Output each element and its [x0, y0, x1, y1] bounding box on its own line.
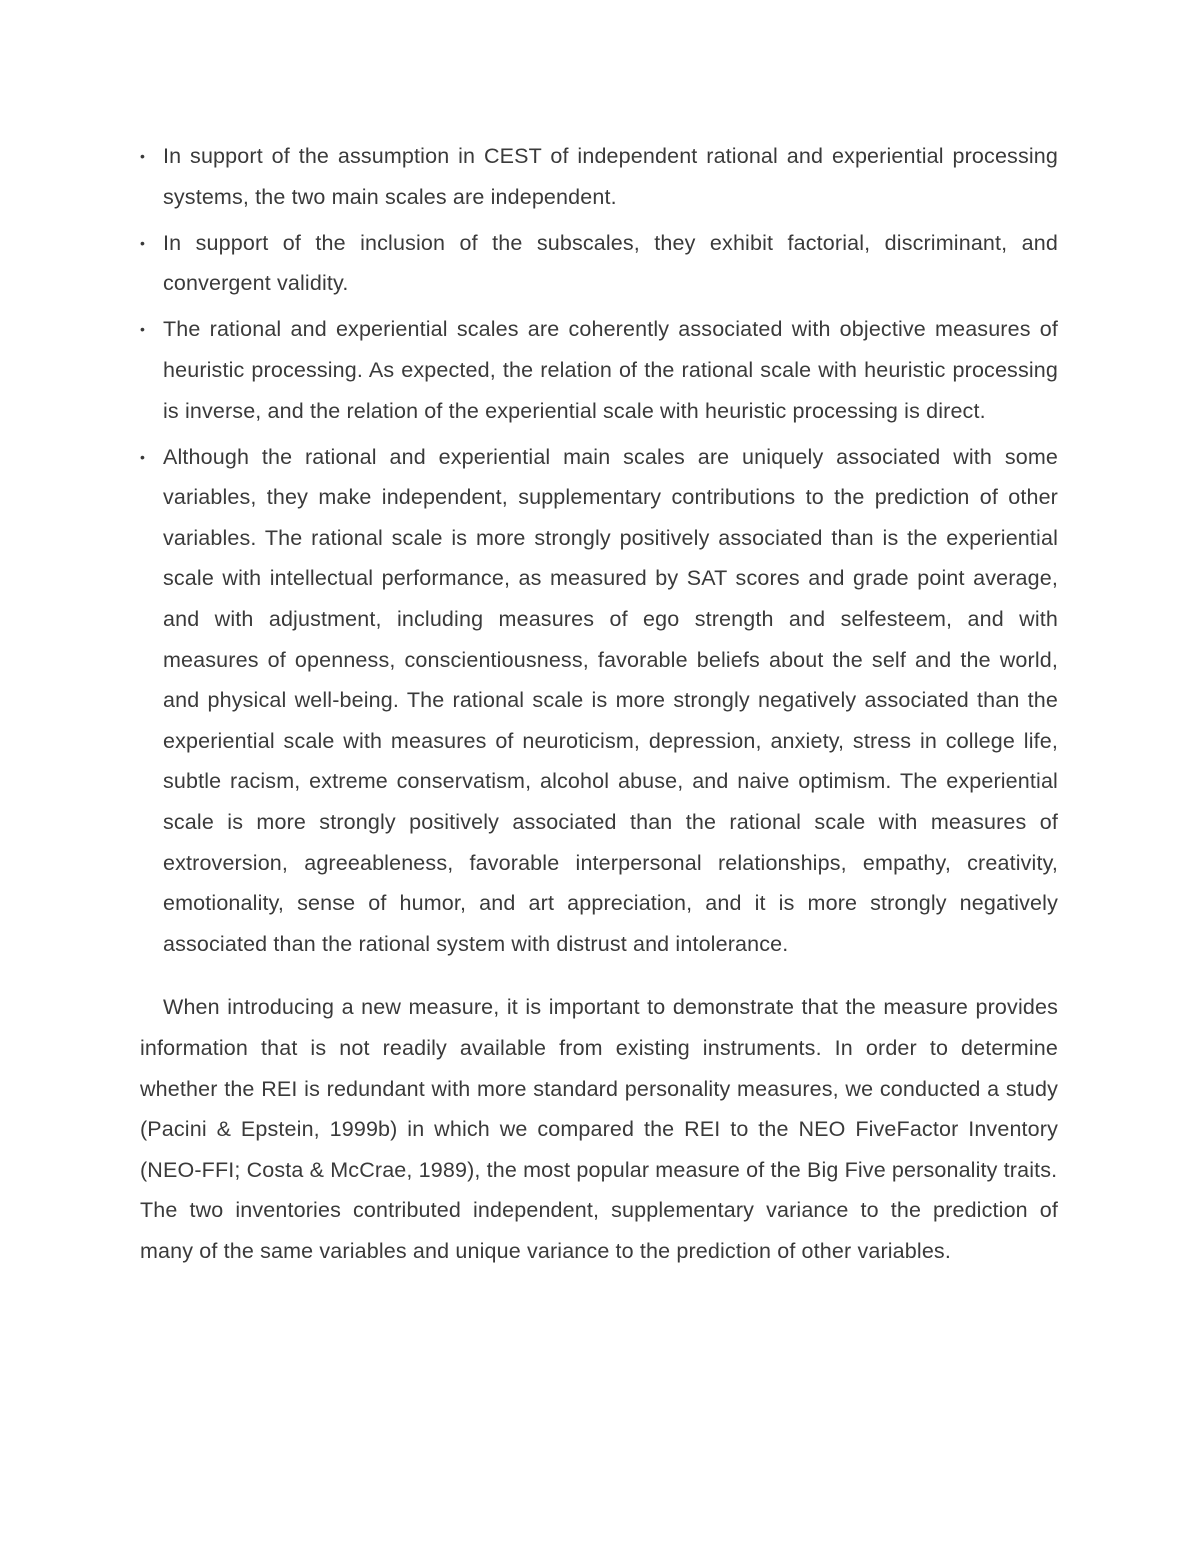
paragraph-1: When introducing a new measure, it is important to demonstrate that the measure provides information that is not readily available from existing instruments. In order to determine whether the REI is redundant with more standard personality measures, we conducted a study (Pacini & Epstein, 1999b) in which we compared the REI to the NEO FiveFactor Inventory (NEO-FFI; Costa & McCrae, 1989), the most popular measure of the Big Five personality traits.	[140, 995, 1058, 1182]
bullet-text-1: In support of the assumption in CEST of independent rational and experiential processing systems, the two main scales are independent.	[163, 144, 1058, 209]
bullet-icon: •	[140, 321, 146, 338]
bullet-text-3: The rational and experiential scales are coherently associated with objective measures of heuristic processing. As expected, the relation of the rational scale with heuristic processing is inverse, and the relation of the experiential scale with heuristic processing is direct.	[163, 317, 1058, 423]
document-body	[140, 136, 1058, 1272]
bullet-item-2	[140, 223, 1058, 304]
bullet-item-4	[140, 437, 1058, 965]
bullet-item-1	[140, 136, 1058, 217]
bullet-text-2: In support of the inclusion of the subscales, they exhibit factorial, discriminant, and convergent validity.	[163, 230, 1058, 296]
bullet-icon: •	[140, 448, 146, 465]
bullet-list	[140, 136, 1058, 964]
paragraph-2: The two inventories contributed independent, supplementary variance to the prediction of many of the same variables and unique variance to the prediction of other variables.	[140, 1198, 1058, 1263]
bullet-item-3	[140, 309, 1058, 431]
bullet-icon: •	[140, 234, 146, 251]
bullet-text-4: Although the rational and experiential main scales are uniquely associated with some variables, they make independent, supplementary contributions to the prediction of other variables. The rational scale is more strongly positively associated than is the experiential scale with intellectual performance, as measured by SAT scores and grade point average, and with adjustment, including measures of ego strength and selfesteem, and with measures of openness, conscientiousness, favorable beliefs about the self and the world, and physical well-being. The rational scale is more strongly negatively associated than the experiential scale with measures of neuroticism, depression, anxiety, stress in college life, subtle racism, extreme conservatism, alcohol abuse, and naive optimism. The experiential scale is more strongly positively associated than the rational scale with measures of extroversion, agreeableness, favorable interpersonal relationships, empathy, creativity, emotionality, sense of humor, and art appreciation, and it is more strongly negatively associated than the rational system with distrust and intolerance.	[163, 444, 1058, 956]
bullet-icon: •	[140, 148, 146, 164]
